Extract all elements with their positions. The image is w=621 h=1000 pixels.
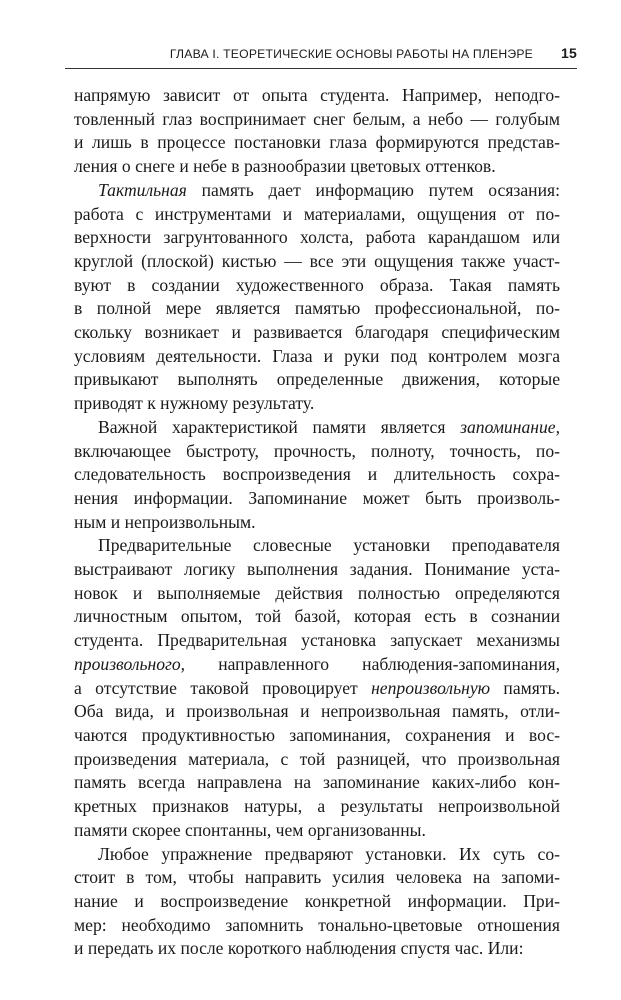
text-line: включающее быстроту, прочность, полноту, точность, по- <box>74 440 560 461</box>
text-line: Предварительные словесные установки преподавателя <box>98 535 560 556</box>
text-line: условиям деятельности. Глаза и руки под контролем мозга <box>74 345 560 366</box>
chapter-title: ГЛАВА I. ТЕОРЕТИЧЕСКИЕ ОСНОВЫ РАБОТЫ НА ПЛЕНЭРЕ <box>169 47 533 61</box>
text-segment: память дает информацию путем осязания: <box>186 179 560 200</box>
text-segment: а отсутствие таковой провоцирует <box>74 677 372 698</box>
text-line: стоит в том, чтобы направить усилия человека на запоми- <box>74 867 560 888</box>
paragraph <box>74 843 560 962</box>
italic-term: запоминание, <box>460 416 560 437</box>
text-line: приводят к нужному результату. <box>74 393 315 414</box>
text-line: и передать их после короткого наблюдения спустя час. Или: <box>74 938 524 959</box>
text-line: верхности загрунтованного холста, работа карандашом или <box>74 227 560 248</box>
text-line: память всегда направлена на запоминание каких-либо кон- <box>74 772 560 793</box>
text-line: нения информации. Запоминание может быть произволь- <box>74 487 560 508</box>
text-line: круглой (плоской) кистью — все эти ощущения также участ- <box>74 250 560 271</box>
italic-term: Тактильная <box>98 179 187 200</box>
text-line: привыкают выполнять определенные движения, которые <box>74 369 560 390</box>
text-line <box>74 416 560 440</box>
text-line: работа с инструментами и материалами, ощущения от по- <box>74 203 560 224</box>
text-line <box>74 653 560 677</box>
text-segment: Важной характеристикой памяти является <box>98 416 461 437</box>
text-line <box>74 677 560 701</box>
paragraph <box>74 179 560 416</box>
italic-term: произвольного, <box>74 653 186 674</box>
running-header <box>65 46 577 69</box>
text-line: ления о снеге и небе в разнообразии цветовых оттенков. <box>74 156 496 177</box>
paragraph <box>74 534 560 842</box>
text-line: личностным опытом, той базой, которая есть в сознании <box>74 606 560 627</box>
text-line <box>74 179 560 203</box>
text-line: мер: необходимо запомнить тонально-цветовые отношения <box>74 914 560 935</box>
text-segment: память. <box>490 677 560 698</box>
text-segment: направленного наблюдения-запоминания, <box>185 653 560 674</box>
text-line: товленный глаз воспринимает снег белым, а небо — голубым <box>74 108 560 129</box>
text-line: чаются продуктивностью запоминания, сохранения и вос- <box>74 724 560 745</box>
paragraph <box>74 416 560 535</box>
text-line: вуют в создании художественного образа. Такая память <box>74 274 560 295</box>
text-line: произведения материала, с той разницей, что произвольная <box>74 748 560 769</box>
text-line: нание и воспроизведение конкретной информации. При- <box>74 890 560 911</box>
text-line: следовательность воспроизведения и длительность сохра- <box>74 464 560 485</box>
text-line: Любое упражнение предваряют установки. Их суть со- <box>98 843 560 864</box>
page-number: 15 <box>561 45 577 61</box>
text-line: памяти скорее спонтанны, чем организованны. <box>74 819 426 840</box>
text-line: студента. Предварительная установка запускает механизмы <box>74 630 560 651</box>
text-line: Оба вида, и произвольная и непроизвольная память, отли- <box>74 701 560 722</box>
text-line: выстраивают логику выполнения задания. Понимание уста- <box>74 559 560 580</box>
italic-term: непроизвольную <box>371 677 491 698</box>
text-line: напрямую зависит от опыта студента. Например, неподго- <box>74 85 560 105</box>
text-line: новок и выполняемые действия полностью определяются <box>74 582 560 603</box>
paragraph <box>74 84 560 179</box>
body-text <box>74 84 560 961</box>
text-line: в полной мере является памятью профессиональной, по- <box>74 298 560 319</box>
text-line: скольку возникает и развивается благодаря специфическим <box>74 322 560 343</box>
text-line: и лишь в процессе постановки глаза формируются представ- <box>74 132 560 153</box>
text-line: ным и непроизвольным. <box>74 511 256 532</box>
text-line: кретных признаков натуры, а результаты непроизвольной <box>74 796 560 817</box>
